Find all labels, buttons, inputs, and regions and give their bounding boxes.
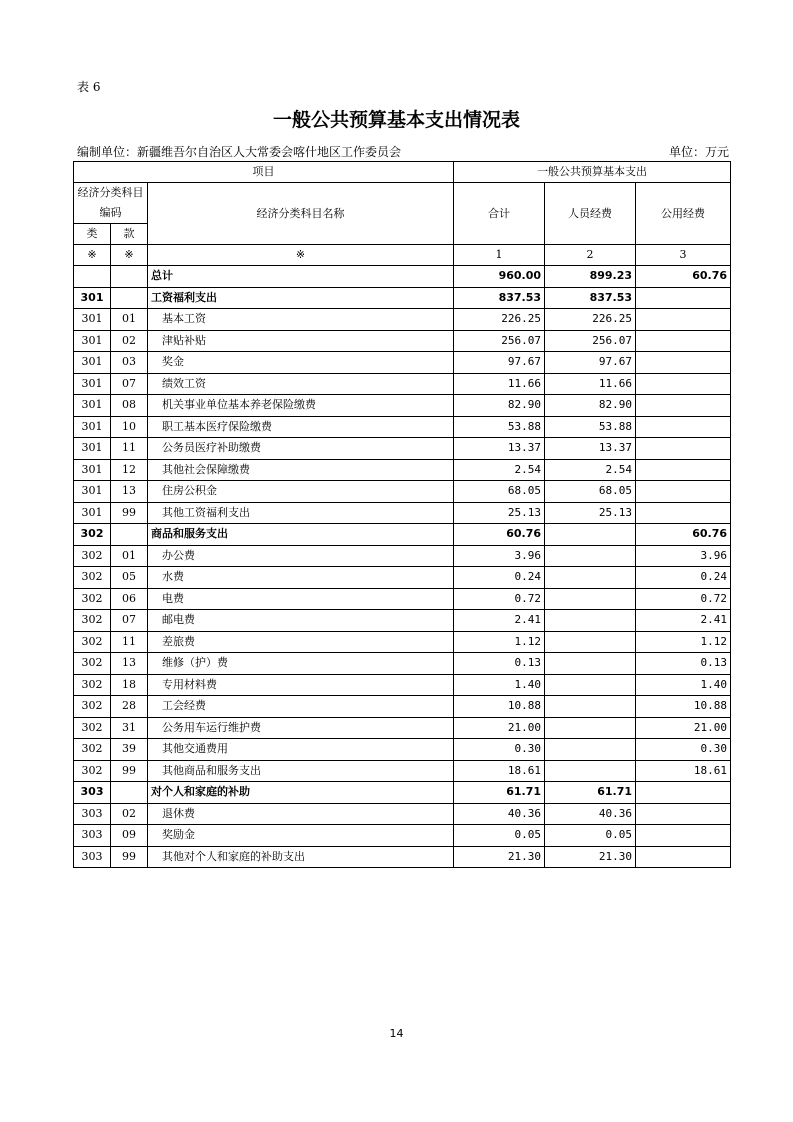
cell-personnel <box>545 696 636 718</box>
cell-kuan: 11 <box>111 631 148 653</box>
cell-public <box>636 416 731 438</box>
cell-name: 总计 <box>148 266 454 288</box>
cell-total: 0.05 <box>454 825 545 847</box>
cell-public: 1.12 <box>636 631 731 653</box>
cell-personnel: 11.66 <box>545 373 636 395</box>
cell-kuan: 18 <box>111 674 148 696</box>
cell-name: 公务员医疗补助缴费 <box>148 438 454 460</box>
header-total: 合计 <box>454 183 545 245</box>
cell-lei <box>74 266 111 288</box>
cell-personnel <box>545 717 636 739</box>
cell-name: 商品和服务支出 <box>148 524 454 546</box>
header-col-1: 1 <box>454 245 545 266</box>
cell-kuan: 39 <box>111 739 148 761</box>
cell-lei: 302 <box>74 739 111 761</box>
cell-personnel <box>545 760 636 782</box>
cell-kuan: 99 <box>111 760 148 782</box>
table-row <box>74 545 731 567</box>
table-row <box>74 803 731 825</box>
header-mark-kuan: ※ <box>111 245 148 266</box>
table-row <box>74 352 731 374</box>
cell-public: 3.96 <box>636 545 731 567</box>
table-row <box>74 760 731 782</box>
cell-public <box>636 846 731 868</box>
cell-total: 21.00 <box>454 717 545 739</box>
cell-total: 0.30 <box>454 739 545 761</box>
cell-personnel: 82.90 <box>545 395 636 417</box>
cell-public <box>636 287 731 309</box>
table-number: 表 6 <box>77 80 101 94</box>
cell-total: 97.67 <box>454 352 545 374</box>
expenditure-table <box>73 161 731 868</box>
table-row <box>74 825 731 847</box>
page-title: 一般公共预算基本支出情况表 <box>272 109 520 131</box>
cell-name: 工资福利支出 <box>148 287 454 309</box>
cell-public: 2.41 <box>636 610 731 632</box>
cell-public <box>636 459 731 481</box>
cell-lei: 302 <box>74 631 111 653</box>
cell-lei: 303 <box>74 782 111 804</box>
cell-kuan <box>111 524 148 546</box>
table-row <box>74 739 731 761</box>
cell-name: 其他商品和服务支出 <box>148 760 454 782</box>
cell-name: 水费 <box>148 567 454 589</box>
cell-name: 对个人和家庭的补助 <box>148 782 454 804</box>
cell-total: 18.61 <box>454 760 545 782</box>
cell-kuan <box>111 782 148 804</box>
cell-total: 0.72 <box>454 588 545 610</box>
cell-total: 21.30 <box>454 846 545 868</box>
header-mark-lei: ※ <box>74 245 111 266</box>
cell-total: 0.24 <box>454 567 545 589</box>
cell-lei: 302 <box>74 653 111 675</box>
cell-personnel: 2.54 <box>545 459 636 481</box>
cell-total: 0.13 <box>454 653 545 675</box>
cell-personnel: 21.30 <box>545 846 636 868</box>
header-row-4 <box>74 245 731 266</box>
cell-lei: 301 <box>74 373 111 395</box>
cell-kuan: 07 <box>111 373 148 395</box>
cell-lei: 303 <box>74 803 111 825</box>
cell-personnel: 61.71 <box>545 782 636 804</box>
cell-kuan: 01 <box>111 309 148 331</box>
cell-kuan: 11 <box>111 438 148 460</box>
cell-public <box>636 803 731 825</box>
cell-name: 其他交通费用 <box>148 739 454 761</box>
cell-name: 绩效工资 <box>148 373 454 395</box>
cell-lei: 301 <box>74 395 111 417</box>
header-project: 项目 <box>74 162 454 183</box>
cell-personnel: 13.37 <box>545 438 636 460</box>
cell-lei: 302 <box>74 674 111 696</box>
cell-kuan: 13 <box>111 481 148 503</box>
cell-public: 0.24 <box>636 567 731 589</box>
table-row <box>74 373 731 395</box>
table-row <box>74 266 731 288</box>
cell-public <box>636 309 731 331</box>
cell-lei: 303 <box>74 846 111 868</box>
cell-kuan: 05 <box>111 567 148 589</box>
cell-total: 1.12 <box>454 631 545 653</box>
cell-name: 公务用车运行维护费 <box>148 717 454 739</box>
cell-total: 53.88 <box>454 416 545 438</box>
cell-public <box>636 481 731 503</box>
cell-public: 10.88 <box>636 696 731 718</box>
cell-public <box>636 373 731 395</box>
cell-total: 13.37 <box>454 438 545 460</box>
cell-kuan: 01 <box>111 545 148 567</box>
cell-lei: 301 <box>74 502 111 524</box>
table-row <box>74 438 731 460</box>
cell-lei: 301 <box>74 459 111 481</box>
cell-name: 工会经费 <box>148 696 454 718</box>
cell-personnel <box>545 588 636 610</box>
cell-lei: 302 <box>74 610 111 632</box>
table-row <box>74 481 731 503</box>
cell-personnel: 837.53 <box>545 287 636 309</box>
cell-total: 2.54 <box>454 459 545 481</box>
table-row <box>74 330 731 352</box>
cell-personnel: 68.05 <box>545 481 636 503</box>
cell-personnel <box>545 674 636 696</box>
cell-personnel: 25.13 <box>545 502 636 524</box>
table-row <box>74 610 731 632</box>
cell-total: 25.13 <box>454 502 545 524</box>
cell-name: 职工基本医疗保险缴费 <box>148 416 454 438</box>
header-col-2: 2 <box>545 245 636 266</box>
cell-name: 奖金 <box>148 352 454 374</box>
table-row <box>74 567 731 589</box>
cell-total: 960.00 <box>454 266 545 288</box>
table-row <box>74 524 731 546</box>
cell-name: 机关事业单位基本养老保险缴费 <box>148 395 454 417</box>
table-row <box>74 696 731 718</box>
cell-public: 60.76 <box>636 266 731 288</box>
cell-total: 10.88 <box>454 696 545 718</box>
header-col-3: 3 <box>636 245 731 266</box>
cell-name: 其他对个人和家庭的补助支出 <box>148 846 454 868</box>
table-row <box>74 416 731 438</box>
cell-lei: 301 <box>74 416 111 438</box>
header-row-2 <box>74 183 731 224</box>
cell-public <box>636 352 731 374</box>
table-row <box>74 287 731 309</box>
compiling-unit: 编制单位：新疆维吾尔自治区人大常委会喀什地区工作委员会 <box>77 145 402 159</box>
cell-public <box>636 438 731 460</box>
table-row <box>74 588 731 610</box>
cell-lei: 302 <box>74 545 111 567</box>
cell-kuan: 02 <box>111 330 148 352</box>
cell-personnel <box>545 739 636 761</box>
header-budget: 一般公共预算基本支出 <box>454 162 731 183</box>
cell-total: 2.41 <box>454 610 545 632</box>
cell-personnel <box>545 545 636 567</box>
cell-public <box>636 330 731 352</box>
cell-name: 邮电费 <box>148 610 454 632</box>
cell-lei: 302 <box>74 760 111 782</box>
cell-name: 维修（护）费 <box>148 653 454 675</box>
cell-public: 0.72 <box>636 588 731 610</box>
cell-personnel <box>545 610 636 632</box>
cell-name: 津贴补贴 <box>148 330 454 352</box>
cell-kuan: 03 <box>111 352 148 374</box>
cell-personnel: 40.36 <box>545 803 636 825</box>
table-row <box>74 631 731 653</box>
cell-public: 60.76 <box>636 524 731 546</box>
cell-lei: 301 <box>74 287 111 309</box>
header-kuan: 款 <box>111 224 148 245</box>
page-number: 14 <box>389 1027 404 1040</box>
table-row <box>74 309 731 331</box>
cell-personnel <box>545 524 636 546</box>
cell-kuan: 12 <box>111 459 148 481</box>
cell-public: 18.61 <box>636 760 731 782</box>
cell-personnel: 899.23 <box>545 266 636 288</box>
table-row <box>74 846 731 868</box>
cell-personnel: 53.88 <box>545 416 636 438</box>
cell-personnel <box>545 631 636 653</box>
cell-personnel: 0.05 <box>545 825 636 847</box>
cell-name: 办公费 <box>148 545 454 567</box>
cell-name: 差旅费 <box>148 631 454 653</box>
cell-kuan <box>111 287 148 309</box>
header-code: 经济分类科目编码 <box>74 183 148 224</box>
cell-total: 3.96 <box>454 545 545 567</box>
table-row <box>74 395 731 417</box>
table-row <box>74 674 731 696</box>
cell-name: 奖励金 <box>148 825 454 847</box>
header-row-1 <box>74 162 731 183</box>
cell-lei: 302 <box>74 717 111 739</box>
header-mark-name: ※ <box>148 245 454 266</box>
cell-lei: 301 <box>74 309 111 331</box>
cell-lei: 302 <box>74 524 111 546</box>
table-row <box>74 653 731 675</box>
header-name: 经济分类科目名称 <box>148 183 454 245</box>
cell-kuan <box>111 266 148 288</box>
cell-total: 61.71 <box>454 782 545 804</box>
cell-public <box>636 825 731 847</box>
cell-name: 住房公积金 <box>148 481 454 503</box>
cell-lei: 302 <box>74 567 111 589</box>
table-row <box>74 782 731 804</box>
cell-lei: 301 <box>74 438 111 460</box>
header-public: 公用经费 <box>636 183 731 245</box>
cell-kuan: 07 <box>111 610 148 632</box>
cell-total: 1.40 <box>454 674 545 696</box>
cell-total: 68.05 <box>454 481 545 503</box>
cell-personnel: 97.67 <box>545 352 636 374</box>
cell-kuan: 10 <box>111 416 148 438</box>
cell-public: 21.00 <box>636 717 731 739</box>
cell-kuan: 09 <box>111 825 148 847</box>
header-lei: 类 <box>74 224 111 245</box>
cell-kuan: 13 <box>111 653 148 675</box>
table-row <box>74 502 731 524</box>
cell-name: 基本工资 <box>148 309 454 331</box>
cell-kuan: 99 <box>111 502 148 524</box>
table-row <box>74 459 731 481</box>
cell-kuan: 08 <box>111 395 148 417</box>
table-row <box>74 717 731 739</box>
cell-public <box>636 502 731 524</box>
cell-kuan: 31 <box>111 717 148 739</box>
cell-lei: 303 <box>74 825 111 847</box>
cell-total: 82.90 <box>454 395 545 417</box>
cell-kuan: 06 <box>111 588 148 610</box>
cell-public: 1.40 <box>636 674 731 696</box>
currency-unit: 单位：万元 <box>668 145 729 159</box>
cell-kuan: 02 <box>111 803 148 825</box>
cell-public: 0.30 <box>636 739 731 761</box>
cell-total: 837.53 <box>454 287 545 309</box>
cell-lei: 302 <box>74 696 111 718</box>
cell-total: 40.36 <box>454 803 545 825</box>
cell-lei: 301 <box>74 330 111 352</box>
cell-public: 0.13 <box>636 653 731 675</box>
cell-personnel: 226.25 <box>545 309 636 331</box>
cell-lei: 301 <box>74 481 111 503</box>
cell-name: 专用材料费 <box>148 674 454 696</box>
cell-total: 256.07 <box>454 330 545 352</box>
cell-personnel <box>545 567 636 589</box>
cell-total: 226.25 <box>454 309 545 331</box>
cell-name: 电费 <box>148 588 454 610</box>
cell-personnel: 256.07 <box>545 330 636 352</box>
cell-total: 11.66 <box>454 373 545 395</box>
cell-total: 60.76 <box>454 524 545 546</box>
cell-public <box>636 395 731 417</box>
cell-name: 其他工资福利支出 <box>148 502 454 524</box>
cell-public <box>636 782 731 804</box>
cell-lei: 302 <box>74 588 111 610</box>
cell-kuan: 28 <box>111 696 148 718</box>
header-personnel: 人员经费 <box>545 183 636 245</box>
cell-kuan: 99 <box>111 846 148 868</box>
cell-personnel <box>545 653 636 675</box>
cell-name: 退休费 <box>148 803 454 825</box>
cell-name: 其他社会保障缴费 <box>148 459 454 481</box>
cell-lei: 301 <box>74 352 111 374</box>
